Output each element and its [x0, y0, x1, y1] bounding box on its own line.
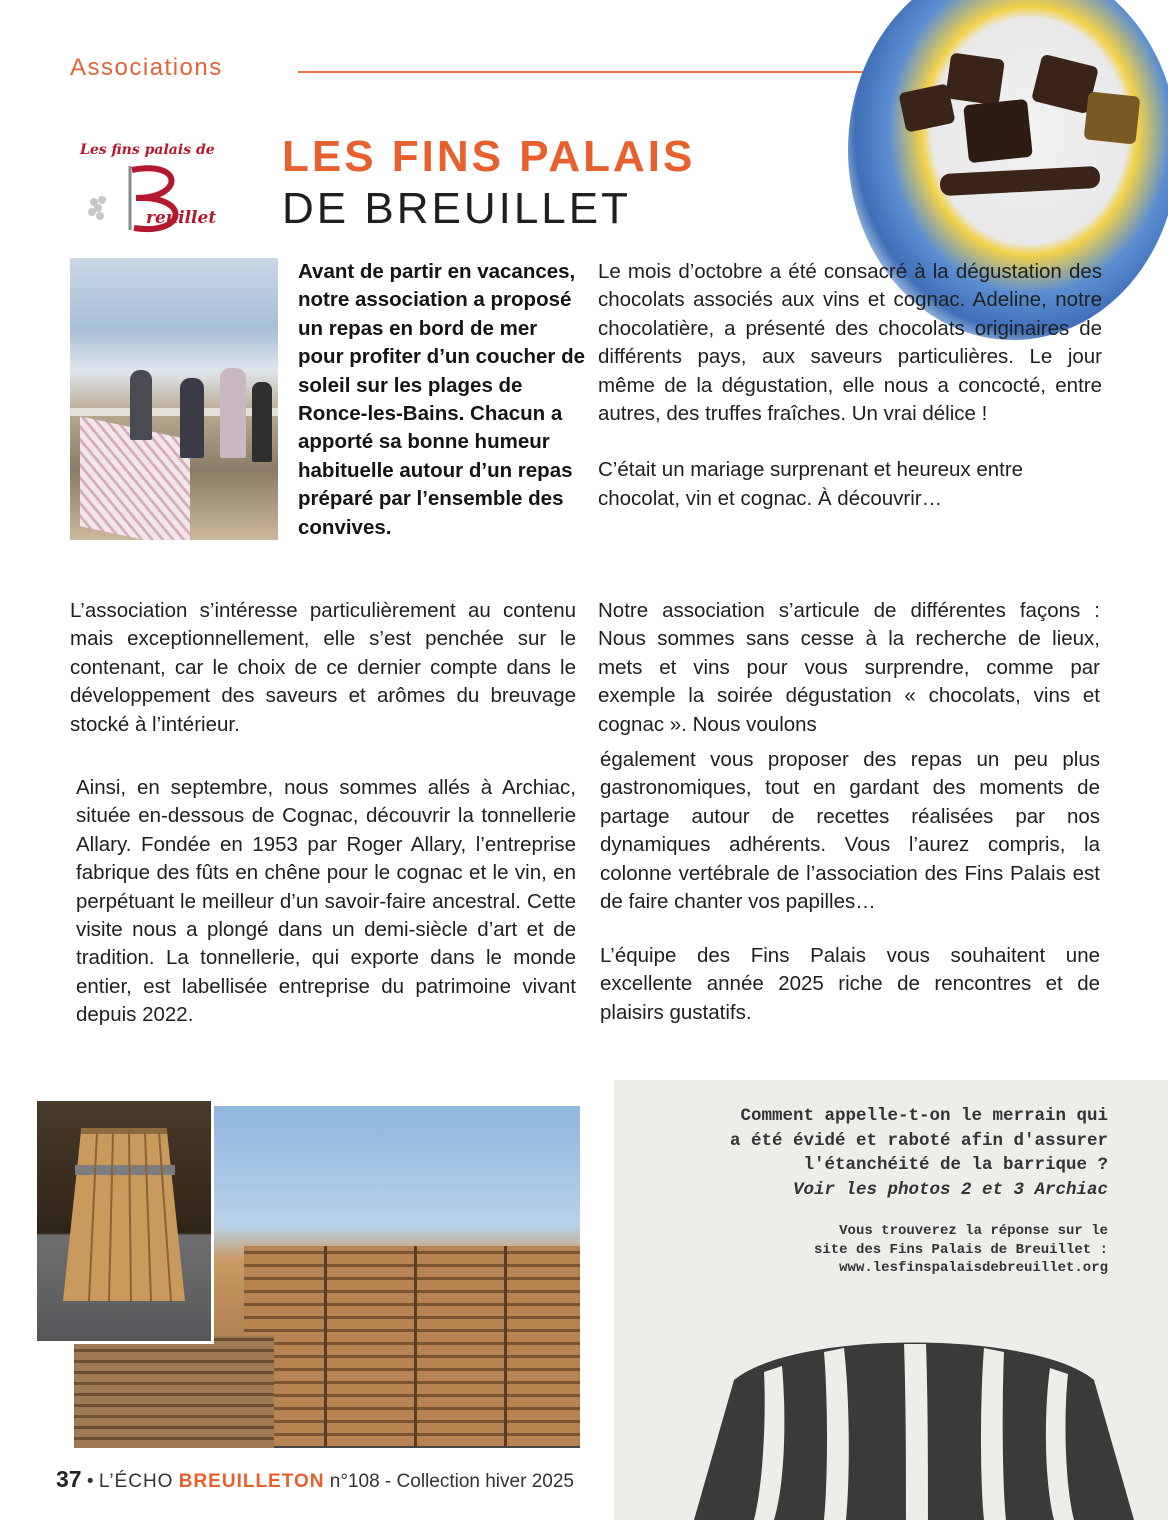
quiz-answer-line: Vous trouverez la réponse sur le	[839, 1223, 1108, 1239]
body-paragraph: Le mois d’octobre a été consacré à la dégustation des chocolats associés aux vins et cognac. Adeline, notre chocolatière, a présenté des chocolats originaires de différents pays, aux saveurs particulières. Le jour même de la dégustation, elle nous a concocté, entre autres, des truffes fraîches. Un vrai délice !	[598, 260, 1102, 426]
section-divider	[298, 71, 898, 73]
body-paragraph: C’était un mariage surprenant et heureux entre chocolat, vin et cognac. À découvrir…	[598, 458, 1024, 510]
quiz-line: l'étanchéité de la barrique ?	[803, 1155, 1108, 1175]
quiz-box	[614, 1080, 1168, 1520]
beach-dinner-photo	[70, 258, 278, 540]
quiz-line: a été évidé et raboté afin d'assurer	[729, 1130, 1108, 1151]
page-footer	[56, 1466, 574, 1493]
chocolate-piece	[1084, 91, 1141, 144]
logo-top-text: Les fins palais de	[80, 142, 215, 158]
issue-info: n°108 - Collection hiver 2025	[329, 1471, 574, 1492]
chocolate-stick	[940, 166, 1101, 196]
open-cask-photo	[34, 1098, 214, 1344]
footer-bullet: •	[86, 1471, 94, 1492]
association-logo	[74, 138, 258, 234]
logo-bottom-text: reuillet	[146, 208, 217, 228]
intro-paragraph: Avant de partir en vacances, notre association a proposé un repas en bord de mer pour profiter d’un coucher de soleil sur les plages de Ronce-les-Bains. Chacun a apporté sa bonne humeur habituelle autour d’un repas préparé par l’ensemble des convives.	[298, 260, 586, 539]
publication-name: L’ÉCHO	[98, 1471, 174, 1492]
quiz-answer-line: site des Fins Palais de Breuillet :	[813, 1241, 1108, 1258]
section-label: Associations	[70, 54, 223, 81]
quiz-hint: Voir les photos 2 et 3 Archiac	[792, 1179, 1108, 1200]
barrel-icon	[614, 1080, 1168, 1520]
quiz-answer-url: www.lesfinspalaisdebreuillet.org	[839, 1260, 1108, 1276]
body-paragraph: également vous proposer des repas un peu plus gastronomiques, tout en gardant des moments de partage autour de recettes réalisées par nos dynamiques adhérents. Vous l’aurez compris, la colonne vertébrale de l’association des Fins Palais est de faire chanter vos papilles…	[600, 748, 1100, 914]
page-title: LES FINS PALAIS	[282, 132, 696, 181]
cask-icon	[37, 1101, 211, 1341]
body-paragraph: Ainsi, en septembre, nous sommes allés à Archiac, située en-dessous de Cognac, découvrir la tonnellerie Allary. Fondée en 1953 par Roger Allary, l’entreprise fabrique des fûts en chêne pour le cognac et le vin, en perpétuant le meilleur d’un savoir-faire ancestral. Cette visite nous a plongé dans un demi-siècle d’art et de tradition. La tonnellerie, qui exporte dans le monde entier, est labellisée entreprise du patrimoine vivant depuis 2022.	[76, 776, 576, 1027]
chocolate-piece	[963, 99, 1033, 163]
body-paragraph: Notre association s’articule de différentes façons : Nous sommes sans cesse à la recherche de lieux, mets et vins pour vous surprendre, comme par exemple la soirée dégustation « chocolats, vins et cognac ». Nous voulons	[598, 599, 1100, 736]
quiz-line: Comment appelle-t-on le merrain qui	[740, 1106, 1108, 1126]
right-column-top	[598, 258, 1102, 513]
publication-brand: BREUILLETON	[178, 1471, 325, 1492]
body-paragraph: L’association s’intéresse particulièrement au contenu mais exceptionnellement, elle s’est penchée sur le contenant, car le choix de ce dernier compte dans le développement des saveurs et arômes du breuvage stocké à l’intérieur.	[70, 599, 576, 736]
chocolate-piece	[945, 52, 1005, 105]
page-number: 37	[56, 1466, 82, 1492]
body-paragraph: L’équipe des Fins Palais vous souhaitent une excellente année 2025 riche de rencontres et de plaisirs gustatifs.	[600, 944, 1100, 1024]
page-subtitle: DE BREUILLET	[282, 184, 631, 233]
